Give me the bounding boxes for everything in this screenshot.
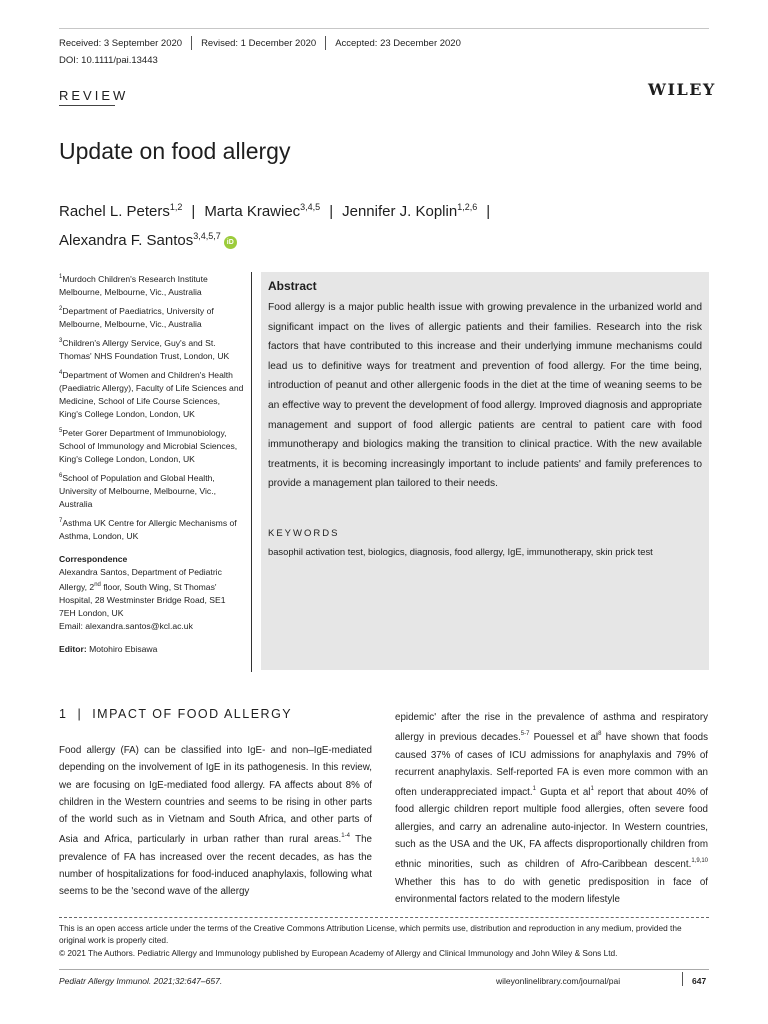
correspondence-heading: Correspondence [59, 554, 128, 564]
citation-ref[interactable]: 1 [590, 786, 594, 793]
editor-label: Editor: [59, 644, 87, 654]
keywords-heading: KEYWORDS [268, 528, 340, 539]
publisher-logo: WILEY [648, 80, 716, 99]
author-name[interactable]: Alexandra F. Santos [59, 232, 194, 249]
affiliations [59, 271, 244, 660]
author-name[interactable]: Marta Krawiec [204, 203, 301, 220]
section-label: REVIEW [59, 88, 129, 103]
author-list [59, 195, 709, 253]
author-name[interactable]: Jennifer J. Koplin [342, 203, 458, 220]
author-affil: 3,4,5,7 [193, 231, 221, 241]
affiliation-number: 7 [59, 518, 63, 524]
section-title: IMPACT OF FOOD ALLERGY [92, 707, 293, 721]
body-text: epidemic' after the rise in the prevalence of asthma and respiratory allergy in previous decades. [395, 712, 708, 744]
body-text: have shown that foods caused 37% of cases of ICU admissions for anaphylaxis and 79% of recurrent anaphylaxis. Self-reported FA is even more common with an often underappreciated impact. [395, 732, 708, 799]
affiliation-number: 1 [59, 274, 63, 280]
author-separator: | [191, 203, 196, 220]
body-column-right [395, 709, 708, 908]
affiliation-text: Asthma UK Centre for Allergic Mechanisms of Asthma, London, UK [59, 518, 237, 541]
article-dates [59, 36, 461, 50]
editor-line [59, 643, 244, 656]
date-separator [191, 36, 192, 50]
author-affil: 1,2 [169, 202, 183, 212]
section-heading [59, 707, 292, 721]
affiliation-number: 3 [59, 338, 63, 344]
author-affil: 1,2,6 [457, 202, 478, 212]
top-rule [59, 28, 709, 29]
editor-name: Motohiro Ebisawa [89, 644, 158, 654]
body-text: Food allergy (FA) can be classified into IgE- and non–IgE-mediated depending on the involvement of IgE in its pathogenesis. In this review, we are focusing on IgE-mediated food allergy. FA affects about 8% of children in the Western countries and seems to be rising in other parts of the world such as in Vietnam and South Africa, and other parts of Asia and Africa, particularly in urban rather than rural areas. [59, 745, 372, 846]
received-date: Received: 3 September 2020 [59, 37, 183, 49]
affiliation-item [59, 271, 244, 299]
orcid-icon[interactable]: iD [224, 236, 237, 249]
author-separator: | [486, 203, 491, 220]
accepted-date: Accepted: 23 December 2020 [335, 37, 461, 49]
column-divider [251, 272, 252, 672]
affiliation-item [59, 425, 244, 466]
author-affil: 3,4,5 [300, 202, 321, 212]
article-title: Update on food allergy [59, 138, 291, 164]
affiliation-text: Department of Women and Children's Health (Paediatric Allergy), Faculty of Life Sciences and Medicine, School of Life Course Sciences, King's College London, London, UK [59, 370, 244, 419]
affiliation-text: Children's Allergy Service, Guy's and St. Thomas' NHS Foundation Trust, London, UK [59, 338, 230, 361]
body-text: report that about 40% of food allergic children report multiple food allergies, often severe food allergies, and carry an adrenaline auto-injector. In Western countries, such as the USA and the UK, FA affects disproportionally children from ethnic minorities, such as children of Afro-Caribbean descent. [395, 787, 709, 871]
correspondence-text: Alexandra Santos, Department of Pediatric Allergy, 2 [59, 567, 222, 592]
body-text: Gupta et al [535, 787, 591, 799]
section-label-underline [59, 105, 115, 106]
body-text: Whether this has to do with genetic predisposition in face of environmental factors related to the modern lifestyle [395, 876, 708, 905]
correspondence-email[interactable]: Email: alexandra.santos@kcl.ac.uk [59, 621, 193, 631]
page-number: 647 [692, 976, 707, 986]
affiliation-text: Peter Gorer Department of Immunobiology, School of Immunology and Microbial Sciences, King's College London, London, UK [59, 428, 238, 464]
section-separator: | [77, 707, 83, 721]
page-separator [682, 972, 683, 986]
affiliation-number: 5 [59, 428, 63, 434]
affiliation-text: School of Population and Global Health, University of Melbourne, Melbourne, Vic., Australia [59, 473, 216, 509]
correspondence-text: floor, South Wing, St Thomas' Hospital, 28 Westminster Bridge Road, SE1 7EH London, UK [59, 582, 226, 618]
journal-url[interactable]: wileyonlinelibrary.com/journal/pai [496, 976, 621, 986]
affiliation-number: 4 [59, 370, 63, 376]
affiliation-text: Department of Paediatrics, University of Melbourne, Melbourne, Vic., Australia [59, 306, 214, 329]
abstract-box [261, 272, 709, 670]
citation-ref[interactable]: 1-4 [341, 833, 350, 840]
body-column-left [59, 742, 372, 901]
section-number: 1 [59, 707, 68, 721]
correspondence-sup: nd [94, 582, 101, 588]
citation-ref[interactable]: 1 [532, 786, 536, 793]
footer-dashed-rule [59, 917, 709, 918]
correspondence-address [59, 566, 244, 633]
author-name[interactable]: Rachel L. Peters [59, 203, 170, 220]
revised-date: Revised: 1 December 2020 [201, 37, 317, 49]
affiliation-item [59, 367, 244, 421]
affiliation-item [59, 515, 244, 543]
abstract-heading: Abstract [268, 279, 317, 293]
body-text: The prevalence of FA has increased over the recent decades, as has the number of hospitalizations for food-induced anaphylaxis, following what seems to be the 'second wave of the allergy [59, 834, 372, 898]
affiliation-text: Murdoch Children's Research Institute Melbourne, Melbourne, Vic., Australia [59, 274, 208, 297]
license-text: This is an open access article under the terms of the Creative Commons Attribution License, which permits use, distribution and reproduction in any medium, provided the original work is properly cited. [59, 923, 682, 946]
citation-ref[interactable]: 1,9,10 [691, 858, 708, 865]
affiliation-number: 2 [59, 306, 63, 312]
date-separator [325, 36, 326, 50]
affiliation-item [59, 470, 244, 511]
body-text: Pouessel et al [529, 732, 599, 744]
doi[interactable]: DOI: 10.1111/pai.13443 [59, 55, 158, 66]
abstract-text: Food allergy is a major public health issue with growing prevalence in the urbanized world and significant impact on the lives of allergic patients and their families. Research into the risk factors that have contributed to this increase and their underlying immune mechanisms could lead us to definitive ways for treatment and prevention of food allergy. For the time being, introduction of peanut and other allergenic foods in the diet at the time of weaning seems to be an effective way to prevent the development of food allergy. Improved diagnosis and appropriate management and support of food allergic patients are central to patient care with food immunotherapy and biologics making the transition to clinical practice. With the new available treatments, it is becoming increasingly important to include patients' and family preferences to provide a management plan tailored to their needs. [268, 302, 702, 490]
citation-ref[interactable]: 5-7 [520, 731, 530, 738]
journal-citation: Pediatr Allergy Immunol. 2021;32:647–657. [59, 976, 223, 986]
copyright-text: © 2021 The Authors. Pediatric Allergy and Immunology published by European Academy of Allergy and Clinical Immunology and John Wiley & Sons Ltd. [59, 947, 618, 958]
license-notice [59, 922, 709, 959]
footer-rule [59, 969, 709, 970]
keywords-text: basophil activation test, biologics, diagnosis, food allergy, IgE, immunotherapy, skin prick test [268, 546, 653, 557]
affiliation-item [59, 335, 244, 363]
affiliation-item [59, 303, 244, 331]
citation-ref[interactable]: 8 [598, 731, 602, 738]
affiliation-number: 6 [59, 473, 63, 479]
author-separator: | [329, 203, 334, 220]
